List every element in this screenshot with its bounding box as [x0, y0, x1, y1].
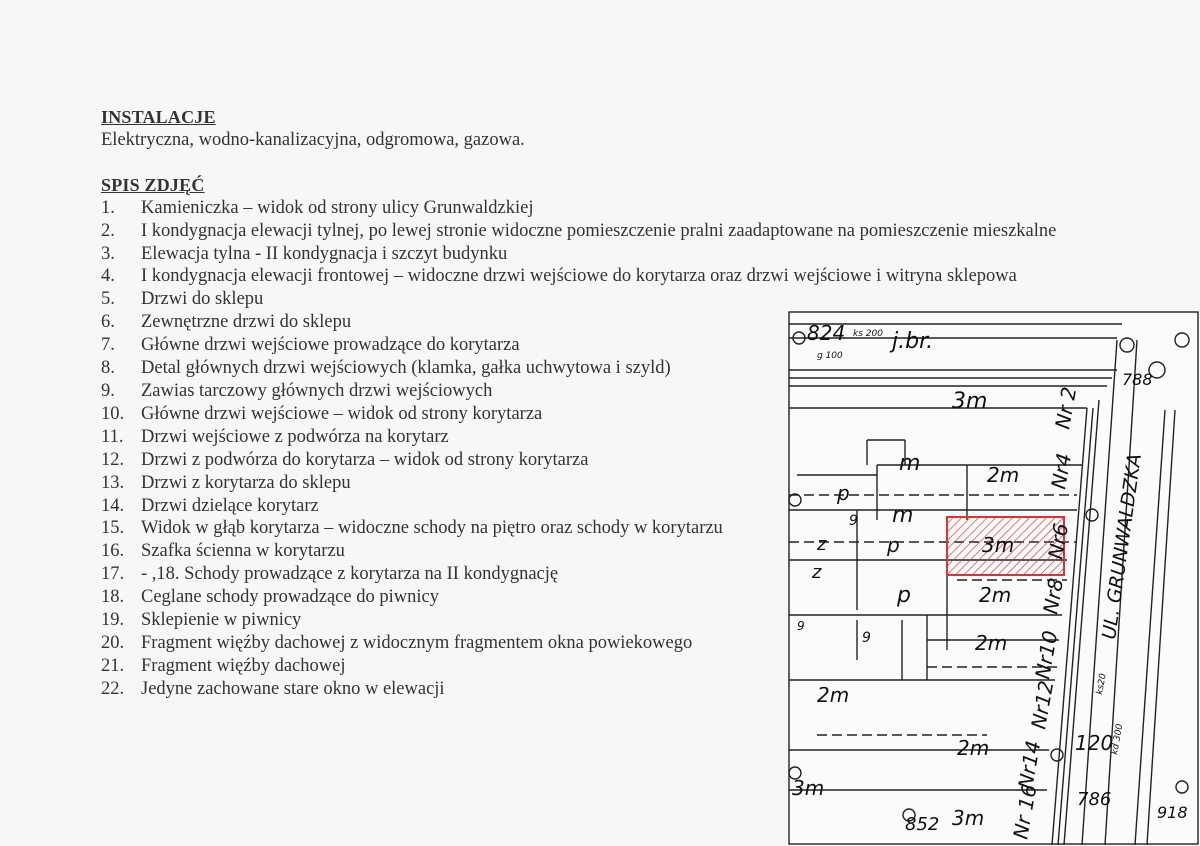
list-item-number: 2. [101, 220, 115, 241]
list-item-text: Widok w głąb korytarza – widoczne schody na piętro oraz schody w korytarzu [141, 518, 723, 539]
list-item-number: 20. [101, 632, 125, 653]
list-item-text: Główne drzwi wejściowe prowadzące do korytarza [141, 335, 520, 356]
section-heading-spis-zdjec: SPIS ZDJĘĆ [101, 174, 205, 195]
list-item-text: Fragment więźby dachowej z widocznym fragmentem okna powiekowego [141, 632, 693, 653]
map-label-b2m_b: 2m [979, 583, 1012, 607]
list-item-number: 11. [101, 426, 124, 447]
map-label-p786: 786 [1077, 789, 1112, 810]
list-item [101, 265, 1161, 288]
list-item-text: Sklepienie w piwnicy [141, 610, 302, 631]
map-label-b2m_c: 2m [975, 631, 1008, 655]
list-item-text: - ,18. Schody prowadzące z korytarza na II kondygnację [141, 564, 559, 585]
map-label-b3m_hl: 3m [982, 533, 1015, 557]
map-label-b3m_left: 3m [792, 776, 825, 800]
map-label-m2: m [892, 503, 914, 528]
list-item [101, 243, 1161, 266]
list-item-number: 13. [101, 472, 125, 493]
map-labels [792, 321, 1188, 841]
list-item-text: Główne drzwi wejściowe – widok od strony korytarza [141, 403, 543, 424]
map-label-nr8: Nr8 [1038, 576, 1069, 616]
list-item-number: 17. [101, 564, 125, 585]
list-item-text: Ceglane schody prowadzące do piwnicy [141, 587, 439, 608]
map-label-nr10: Nr10 [1030, 628, 1063, 681]
list-item-text: Szafka ścienna w korytarzu [141, 541, 345, 562]
list-item-number: 10. [101, 403, 125, 424]
list-item-text: Detal głównych drzwi wejściowych (klamka, gałka uchwytowa i szyld) [141, 358, 671, 379]
list-item-number: 18. [101, 587, 125, 608]
list-item-text: I kondygnacja elewacji frontowej – widoczne drzwi wejściowe do korytarza oraz drzwi wejściowe i witryna sklepowa [141, 266, 1017, 287]
list-item-number: 6. [101, 312, 115, 333]
map-label-g1: 9 [849, 513, 858, 529]
list-item-text: Zawias tarczowy głównych drzwi wejściowych [141, 380, 493, 401]
list-item-number: 12. [101, 449, 125, 470]
list-item-text: Drzwi wejściowe z podwórza na korytarz [141, 426, 449, 447]
map-label-kd300: kd 300 [1110, 723, 1126, 756]
map-label-z1: z [817, 534, 827, 555]
map-label-ks200: ks 200 [853, 329, 883, 339]
list-item-number: 21. [101, 655, 125, 676]
list-item-number: 5. [101, 289, 115, 310]
map-label-g2: 9 [797, 619, 805, 633]
list-item-text: Drzwi z podwórza do korytarza – widok od strony korytarza [141, 449, 589, 470]
list-item-text: Fragment więźby dachowej [141, 655, 346, 676]
list-item-text: Jedyne zachowane stare okno w elewacji [141, 678, 445, 699]
cadastral-map [787, 310, 1200, 846]
list-item-text: Drzwi do sklepu [141, 289, 264, 310]
list-item-number: 8. [101, 358, 115, 379]
list-item [101, 197, 1161, 220]
list-item-number: 7. [101, 335, 115, 356]
map-lines [789, 312, 1198, 845]
map-label-b2m_e: 2m [957, 736, 990, 760]
map-label-p2: p [887, 533, 900, 557]
map-label-nr12: Nr12 [1026, 678, 1059, 731]
list-item-text: Drzwi dzielące korytarz [141, 495, 319, 516]
list-item-number: 14. [101, 495, 125, 516]
list-item-number: 16. [101, 541, 125, 562]
instalacje-text: Elektryczna, wodno-kanalizacyjna, odgromowa, gazowa. [101, 129, 525, 150]
list-item-number: 9. [101, 380, 115, 401]
list-item-number: 3. [101, 243, 115, 264]
list-item-number: 22. [101, 678, 125, 699]
map-label-nr4: Nr4 [1046, 451, 1077, 491]
section-heading-instalacje: INSTALACJE [101, 107, 216, 127]
map-label-p120: 120 [1075, 731, 1114, 755]
map-label-p824: 824 [807, 321, 846, 345]
map-label-z2: z [812, 562, 822, 583]
list-item-text: Elewacja tylna - II kondygnacja i szczyt budynku [141, 243, 508, 264]
map-label-m1: m [899, 451, 921, 476]
map-label-p788: 788 [1122, 370, 1153, 389]
map-label-b2m_a: 2m [987, 463, 1020, 487]
map-label-g3: 9 [862, 630, 871, 646]
map-label-nr16: Nr 16 [1008, 782, 1042, 841]
map-label-street: UL. GRUNWALDZKA [1098, 452, 1146, 641]
map-label-p1: p [837, 481, 850, 505]
list-item-number: 15. [101, 518, 125, 539]
list-item-text: Zewnętrzne drzwi do sklepu [141, 312, 352, 333]
map-label-g100: g 100 [817, 351, 843, 361]
map-label-b3m_top: 3m [952, 389, 988, 414]
list-item-number: 1. [101, 197, 115, 218]
map-label-p918: 918 [1157, 803, 1188, 822]
map-label-b2m_d: 2m [817, 683, 850, 707]
map-label-p3: p [897, 583, 911, 608]
list-item-text: Kamieniczka – widok od strony ulicy Grunwaldzkiej [141, 197, 534, 218]
map-label-nr6: Nr6 [1043, 521, 1074, 561]
list-item-number: 19. [101, 610, 125, 631]
map-label-ks20: ks20 [1095, 672, 1109, 696]
list-item [101, 220, 1161, 243]
map-drawing [787, 310, 1200, 846]
list-item [101, 288, 1161, 311]
map-label-nr14: Nr14 [1013, 738, 1046, 791]
list-item-text: I kondygnacja elewacji tylnej, po lewej stronie widoczne pomieszczenie pralni zaadaptowane na pomieszczenie mieszkalne [141, 220, 1057, 241]
map-label-p852: 852 [905, 814, 940, 835]
list-item-number: 4. [101, 266, 115, 287]
map-label-b3m_bot: 3m [952, 806, 985, 830]
map-label-nr2: Nr 2 [1050, 385, 1082, 431]
map-label-jbr: j.br. [892, 329, 934, 354]
list-item-text: Drzwi z korytarza do sklepu [141, 472, 351, 493]
